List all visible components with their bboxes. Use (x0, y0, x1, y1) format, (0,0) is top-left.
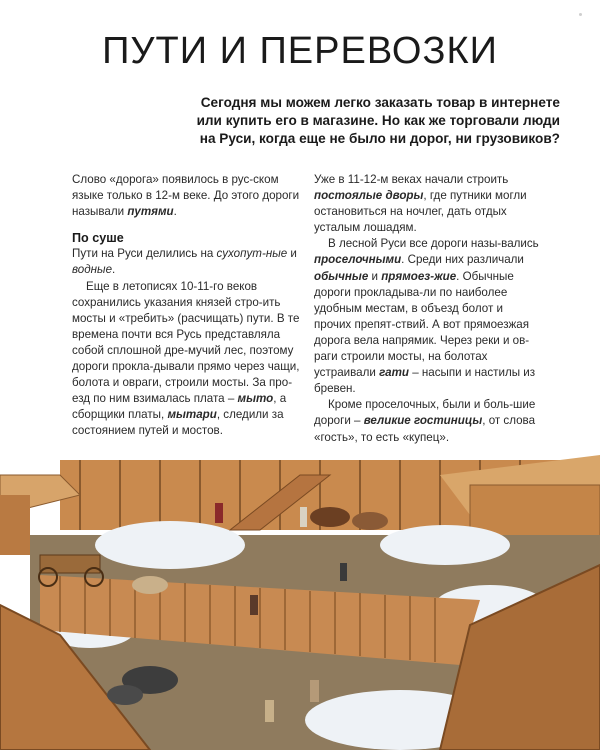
lead-line-1: Сегодня мы можем легко заказать товар в интернете (200, 95, 560, 110)
person (265, 700, 274, 722)
text: . Обычные дороги прокладыва-ли по наиболее удобным местам, в объезд болот и прочих препят-ствий. А вот прямоезжая дорога вела напрямик. Через реки и ов-раги строили мосты, на болотах устраивали (314, 269, 530, 380)
paragraph-land-routes (72, 246, 300, 278)
text: – насыпи и настилы из бревен. (314, 366, 536, 396)
term-obychnye: обычные (314, 269, 369, 283)
illustration-wooden-coaching-inn (0, 455, 600, 750)
term-pryamoezzhie: прямоез-жие (381, 269, 457, 283)
intro-paragraph (72, 172, 300, 220)
text: . (173, 205, 177, 219)
text: , следили за состоянием путей и мостов. (72, 408, 284, 438)
term-myto: мыто (237, 392, 274, 406)
person (300, 507, 307, 527)
text: . (112, 263, 116, 277)
snow-patch (380, 525, 510, 565)
term-gati: гати (379, 366, 409, 380)
term-mytari: мытари (167, 408, 217, 422)
text: и (287, 247, 297, 261)
person (310, 680, 319, 702)
lead-paragraph (60, 94, 560, 148)
person (215, 503, 223, 523)
text: , где путники могли остановиться на ночлег, дать отдых усталым лошадям. (314, 189, 527, 235)
snow-patch (95, 521, 245, 569)
text: . Среди них различали (401, 253, 524, 267)
term-postoyalye-dvory: постоялые дворы (314, 189, 424, 203)
paragraph-big-roads (314, 397, 542, 445)
text: Слово «дорога» появилось в рус-ском языке только в 12-м веке. До этого дороги называли (72, 173, 300, 219)
text: Кроме проселочных, были и боль-шие дороги – (314, 398, 536, 428)
text: , а сборщики платы, (72, 392, 287, 422)
horse (132, 576, 168, 594)
text: Уже в 11-12-м веках начали строить (314, 173, 509, 186)
person (340, 563, 347, 581)
left-column (72, 172, 300, 440)
left-shed-wall (0, 495, 30, 555)
term-putyami: путями (127, 205, 174, 219)
text: и (368, 269, 382, 283)
text: Еще в летописях 10-11-го веков сохранились указания князей стро-ить мосты и «требить» (расчищать) пути. В те времена почти вся Русь представляла собой сплошной дре-мучий лес, поэтому дороги прокла-дывали прямо через чащи, болота и овраги, строили мосты. За про-езд по ним взималась плата – (72, 279, 300, 406)
paragraph-country-roads (314, 236, 542, 397)
page-title: ПУТИ И ПЕРЕВОЗКИ (102, 30, 498, 72)
term-proselochnye: проселочными (314, 253, 402, 267)
lead-line-2: или купить его в магазине. Но как же торговали люди (196, 113, 560, 128)
right-column (314, 172, 542, 446)
horse (310, 507, 350, 527)
text: , от слова «гость», то есть «купец». (314, 414, 536, 444)
cart (40, 555, 100, 573)
term-vodnye: водные (72, 263, 113, 277)
term-velikie-gostinitsy: великие гостиницы (363, 414, 483, 428)
subheading-po-sushe: По суше (72, 231, 124, 246)
term-sukhoputnye: сухопут-ные (216, 247, 288, 261)
text: Пути на Руси делились на (72, 247, 217, 261)
person (250, 595, 258, 615)
paragraph-inns (314, 172, 542, 236)
lead-line-3: на Руси, когда еще не было ни дорог, ни грузовиков? (199, 131, 560, 146)
paragraph-chronicles (72, 279, 300, 440)
goods-pile (107, 685, 143, 705)
page-corner-dot (579, 13, 582, 16)
horse (352, 512, 388, 530)
text: В лесной Руси все дороги назы-вались (328, 237, 539, 251)
